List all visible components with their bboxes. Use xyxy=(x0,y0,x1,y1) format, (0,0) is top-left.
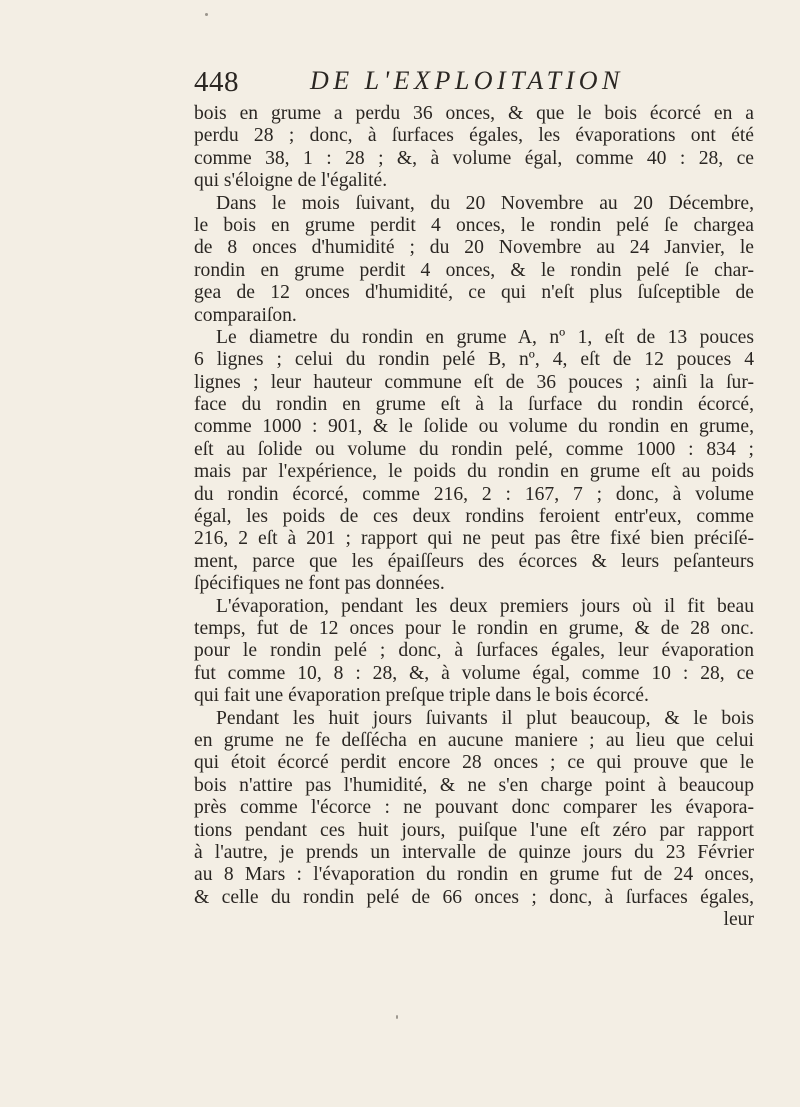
text-line: qui étoit écorcé perdit encore 28 onces ; ce qui prouve que le xyxy=(194,752,754,774)
page-header xyxy=(194,66,754,106)
text-line: près comme l'écorce : ne pouvant donc comparer les évapora- xyxy=(194,797,754,819)
text-line: en grume ne fe deſſécha en aucune maniere ; au lieu que celui xyxy=(194,729,754,751)
text-line: temps, fut de 12 onces pour le rondin en grume, & de 28 onc. xyxy=(194,617,754,639)
paragraph-first-line: Pendant les huit jours ſuivants il plut beaucoup, & le bois xyxy=(216,707,754,729)
ink-speck xyxy=(205,13,208,16)
text-line: lignes ; leur hauteur commune eſt de 36 pouces ; ainſi la ſur- xyxy=(194,371,754,393)
paragraph-first-line: L'évaporation, pendant les deux premiers jours où il fit beau xyxy=(216,595,754,617)
text-line: ment, parce que les épaiſſeurs des écorces & leurs peſanteurs xyxy=(194,550,754,572)
ink-speck xyxy=(396,1015,398,1019)
text-line: qui s'éloigne de l'égalité. xyxy=(194,170,388,192)
text-line: de 8 onces d'humidité ; du 20 Novembre au 24 Janvier, le xyxy=(194,237,754,259)
text-line: comme 38, 1 : 28 ; &, à volume égal, comme 40 : 28, ce xyxy=(194,147,754,169)
text-line: égal, les poids de ces deux rondins feroient entr'eux, comme xyxy=(194,506,754,528)
text-line: pour le rondin pelé ; donc, à ſurfaces égales, leur évaporation xyxy=(194,640,754,662)
paragraph-first-line: Dans le mois ſuivant, du 20 Novembre au 20 Décembre, xyxy=(216,192,754,214)
text-line: au 8 Mars : l'évaporation du rondin en grume fut de 24 onces, xyxy=(194,864,754,886)
text-line: tions pendant ces huit jours, puiſque l'une eſt zéro par rapport xyxy=(194,819,754,841)
text-line: 6 lignes ; celui du rondin pelé B, nº, 4, eſt de 12 pouces 4 xyxy=(194,349,754,371)
body-text xyxy=(194,103,754,931)
text-line: 216, 2 eſt à 201 ; rapport qui ne peut pas être fixé bien préciſé- xyxy=(194,528,754,550)
running-title: DE L'EXPLOITATION xyxy=(310,66,624,95)
text-line: perdu 28 ; donc, à ſurfaces égales, les évaporations ont été xyxy=(194,125,754,147)
text-line: rondin en grume perdit 4 onces, & le rondin pelé ſe char- xyxy=(194,259,754,281)
text-line: & celle du rondin pelé de 66 onces ; donc, à ſurfaces égales, xyxy=(194,886,754,908)
page-number: 448 xyxy=(194,66,239,98)
text-line: comparaiſon. xyxy=(194,304,297,326)
text-line: du rondin écorcé, comme 216, 2 : 167, 7 ; donc, à volume xyxy=(194,483,754,505)
catchword: leur xyxy=(723,909,754,931)
text-line: bois n'attire pas l'humidité, & ne s'en charge point à beaucoup xyxy=(194,774,754,796)
text-line: fut comme 10, 8 : 28, &, à volume égal, comme 10 : 28, ce xyxy=(194,662,754,684)
text-line: comme 1000 : 901, & le ſolide ou volume du rondin en grume, xyxy=(194,416,754,438)
text-line: eſt au ſolide ou volume du rondin pelé, comme 1000 : 834 ; xyxy=(194,438,754,460)
paragraph-first-line: Le diametre du rondin en grume A, nº 1, eſt de 13 pouces xyxy=(216,326,754,348)
text-line: ſpécifiques ne font pas données. xyxy=(194,573,445,595)
text-line: à l'autre, je prends un intervalle de quinze jours du 23 Février xyxy=(194,841,754,863)
text-line: le bois en grume perdit 4 onces, le rondin pelé ſe chargea xyxy=(194,214,754,236)
text-line: bois en grume a perdu 36 onces, & que le bois écorcé en a xyxy=(194,103,754,124)
text-line: gea de 12 onces d'humidité, ce qui n'eſt plus ſuſceptible de xyxy=(194,282,754,304)
text-line: face du rondin en grume eſt à la ſurface du rondin écorcé, xyxy=(194,394,754,416)
text-line: qui fait une évaporation preſque triple dans le bois écorcé. xyxy=(194,685,649,707)
text-line: mais par l'expérience, le poids du rondin en grume eſt au poids xyxy=(194,461,754,483)
